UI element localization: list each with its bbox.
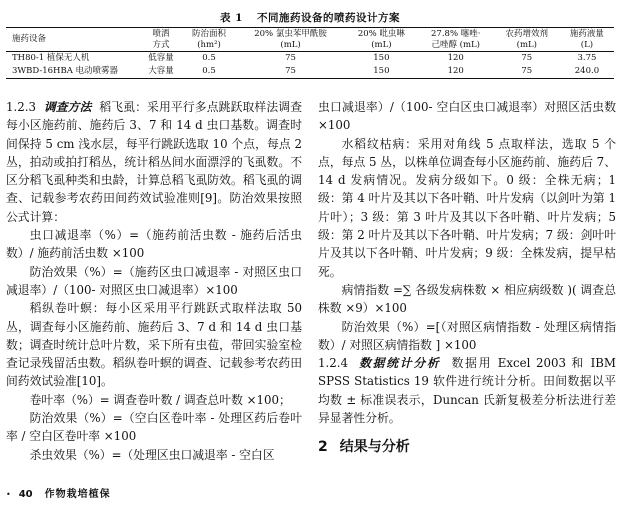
table-cell: 150: [373, 53, 390, 64]
table-cell: 150: [345, 65, 418, 78]
formula-insecticidal-effect: 杀虫效果（%）=（处理区虫口减退率 - 空白区: [29, 447, 275, 462]
table-header-row: [6, 28, 614, 52]
left-column: [6, 98, 302, 464]
table-cell: TH80-1 植保无人机: [12, 53, 90, 64]
spec-table: [6, 27, 614, 79]
table-cell: 75: [285, 53, 296, 64]
header-cell: 施药设备: [6, 28, 140, 52]
subsection-heading: 数据统计分析: [359, 356, 441, 371]
formula-leaf-roll-rate: 卷叶率（%）= 调查卷叶数 / 调查总叶数 ×100；: [29, 392, 291, 407]
table-cell: 3WBD-16HBA 电动喷雾器: [6, 65, 140, 78]
header-cell: 农药增效剂 (mL): [494, 28, 560, 52]
subsection-number: 1.2.3: [6, 100, 37, 114]
formula-control-effect-2: 防治效果（%）=（空白区卷叶率 - 处理区药后卷叶率 / 空白区卷叶率 ×100: [6, 411, 302, 444]
table-row: [6, 52, 614, 65]
paragraph-text: 数据用 Excel 2003 和 IBM SPSS Statistics 19 软件进行统计分析。田间数据以平均数 ± 标准误表示，Duncan 氏新复极差分析法进行差异显著性分析。: [318, 356, 616, 426]
right-column: [318, 98, 616, 457]
table-cell: 大容量: [140, 65, 182, 78]
header-cell: 20% 氯虫苯甲酰胺 (mL): [236, 28, 345, 52]
table-cell: 低容量: [148, 53, 174, 64]
paragraph-statistics: [318, 354, 616, 427]
table-cell: 0.5: [202, 53, 216, 64]
header-cell: 施药液量 (L): [560, 28, 614, 52]
footer-bullet: •: [6, 490, 11, 499]
formula-disease-index: 病情指数 =∑ 各级发病株数 × 相应病级数 )( 调查总株数 ×9）×100: [318, 282, 616, 316]
table-cell: 120: [447, 53, 464, 64]
formula-control-effect: 防治效果（%）=（施药区虫口减退率 - 对照区虫口减退率）/（100- 对照区虫口减退率）×100: [6, 264, 302, 297]
section-title: 结果与分析: [339, 439, 410, 456]
spec-table-container: [6, 27, 614, 79]
paragraph-sheath-blight: 水稻纹枯病：采用对角线 5 点取样法，选取 5 个点，每点 5 丛，以株单位调查每小区施药前、施药后 7、14 d 发病情况。发病分级如下。0 级：全株无病；1 级：第 4 叶片及其以下各叶鞘、叶片发病（以剑叶为第 1 片叶）；3 级：第 3 叶片及其以下各叶鞘、叶片发病；5 级：第 2 叶片及其以下各叶鞘、叶片发病；7 级：剑叶叶片及其以下各叶鞘、叶片发病；9 级：全株发病，提早枯死。: [318, 136, 616, 279]
paragraph-text: 稻飞虱：采用平行多点跳跃取样法调查每小区施药前、施药后 3、7 和 14 d 虫口基数。调查时间保持 5 cm 浅水层，每平行跳跃选取 10 个点，每点 2 丛，拍动或拍打稻丛，统计稻丛间水面漂浮的飞虱数。不区分稻飞虱种类和虫龄，计算总稻飞虱防效。稻飞虱的调查、记载参考农药田间药效试验准则[9]。防治效果按照公式计算：: [6, 100, 303, 224]
header-cell: 27.8% 噻唑· 己唑醇 (mL): [418, 28, 494, 52]
journal-name: 作物栽培植保: [44, 489, 111, 500]
table-row: [6, 65, 614, 78]
page-footer: [6, 485, 111, 500]
header-cell: 20% 吡虫啉 (mL): [345, 28, 418, 52]
formula-continuation: 虫口减退率）/（100- 空白区虫口减退率）对照区活虫数 ×100: [318, 100, 616, 133]
table-number: 表 1: [220, 12, 243, 24]
paragraph-leaf-roller: 稻纵卷叶螟：每小区采用平行跳跃式取样法取 50 丛，调查每小区施药前、施药后 3、7 d 和 14 d 虫口基数；调查时统计总叶片数，采下所有虫苞，带回实验室检查记录残留活虫数。稻纵卷叶螟的调查、记载参考农药田间药效试验准[10]。: [6, 301, 302, 389]
table-caption: [0, 10, 620, 25]
section-heading: [318, 437, 616, 457]
header-cell: 喷洒 方式: [140, 28, 182, 52]
table-cell: 120: [418, 65, 494, 78]
page-number: 40: [18, 489, 33, 500]
table-cell: 240.0: [560, 65, 614, 78]
table-title: 不同施药设备的喷药设计方案: [256, 12, 400, 24]
section-number: 2: [318, 439, 328, 456]
table-cell: 75: [521, 53, 533, 64]
table-cell: 75: [494, 65, 560, 78]
formula-reduction-rate: 虫口减退率（%）=（施药前活虫数 - 施药后活虫数）/ 施药前活虫数 ×100: [6, 228, 302, 261]
subsection-heading: 调查方法: [43, 100, 92, 114]
table-cell: 75: [236, 65, 345, 78]
table-cell: 0.5: [182, 65, 236, 78]
header-cell: 防治面积 (hm²): [182, 28, 236, 52]
table-cell: 3.75: [577, 53, 597, 64]
formula-disease-control: 防治效果（%）=[（对照区病情指数 - 处理区病情指数）/ 对照区病情指数 ] ×100: [318, 319, 616, 352]
subsection-number: 1.2.4: [318, 356, 349, 371]
paragraph-survey-method: [6, 98, 302, 226]
